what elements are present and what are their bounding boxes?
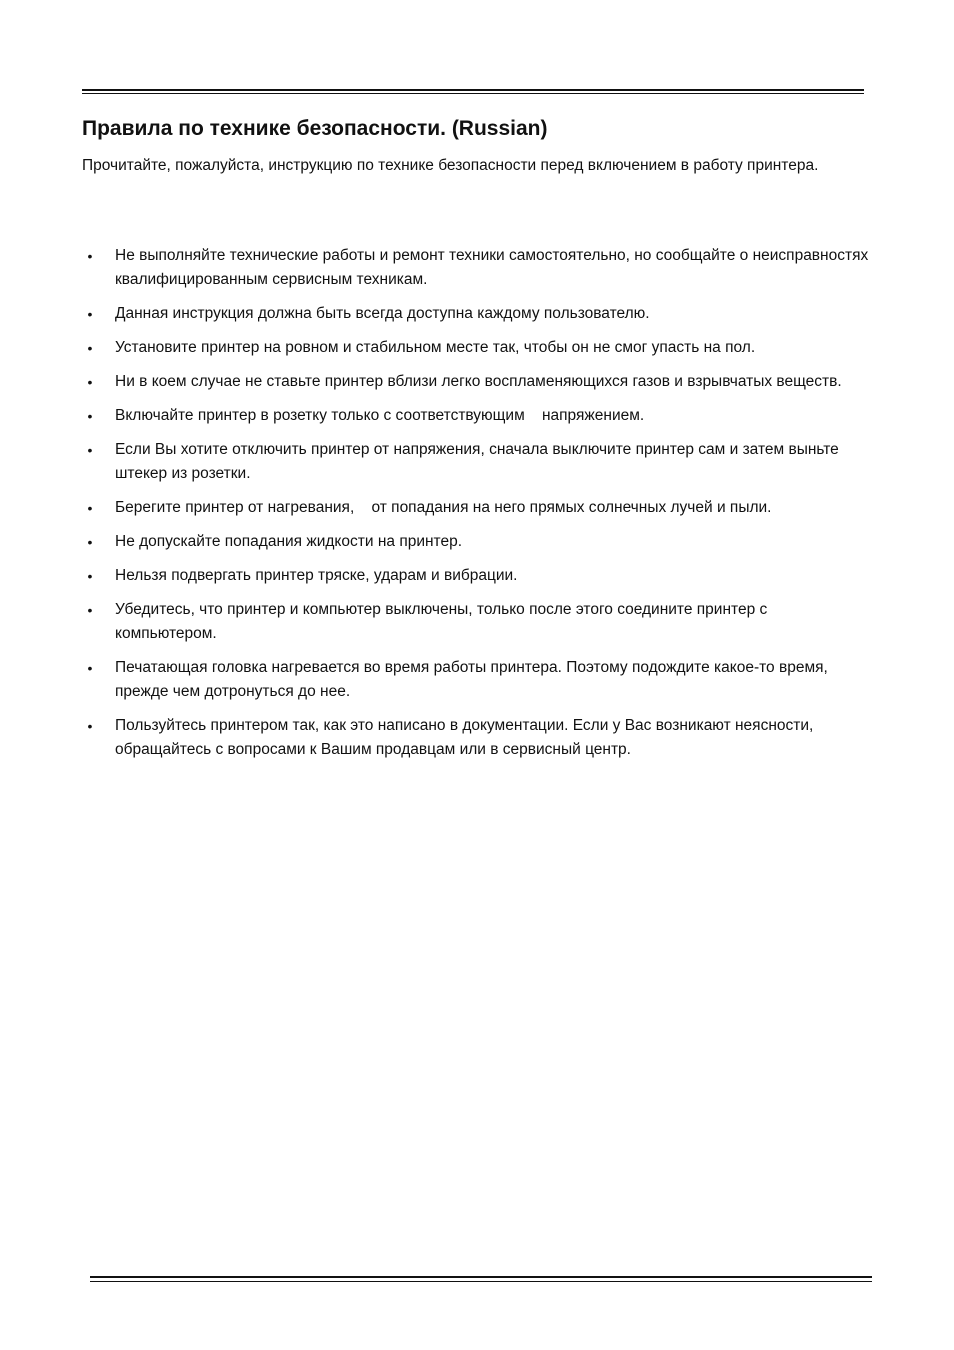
- bullet-icon: •: [87, 340, 93, 356]
- bullet-icon: •: [87, 568, 93, 584]
- bullet-icon: •: [87, 442, 93, 458]
- list-item-text: Не выполняйте технические работы и ремонт техники самостоятельно, но сообщайте о неисправностях квалифицированным сервисным техникам.: [115, 247, 869, 288]
- list-item-text: Ни в коем случае не ставьте принтер вблизи легко воспламеняющихся газов и взрывчатых веществ.: [115, 373, 842, 390]
- list-item: [82, 302, 872, 326]
- intro-paragraph: Прочитайте, пожалуйста, инструкцию по технике безопасности перед включением в работу принтера.: [82, 157, 819, 174]
- page-title: Правила по технике безопасности. (Russian): [82, 117, 548, 140]
- list-item-text: Пользуйтесь принтером так, как это написано в документации. Если у Вас возникают неясности, обращайтесь с вопросами к Вашим продавцам или в сервисный центр.: [115, 717, 814, 758]
- bullet-icon: •: [87, 374, 93, 390]
- list-item: [82, 438, 872, 486]
- bullet-icon: •: [87, 306, 93, 322]
- bullet-icon: •: [87, 660, 93, 676]
- list-item-text: Данная инструкция должна быть всегда доступна каждому пользователю.: [115, 305, 650, 322]
- list-item: [82, 404, 872, 428]
- safety-rules-list: [82, 244, 872, 772]
- list-item-text: Нельзя подвергать принтер тряске, ударам и вибрации.: [115, 567, 518, 584]
- list-item: [82, 598, 872, 646]
- list-item: [82, 564, 872, 588]
- list-item: [82, 244, 872, 292]
- list-item: [82, 370, 872, 394]
- header-rule-bottom: [82, 93, 864, 94]
- bullet-icon: •: [87, 534, 93, 550]
- bullet-icon: •: [87, 248, 93, 264]
- list-item-text: Берегите принтер от нагревания, от попадания на него прямых солнечных лучей и пыли.: [115, 499, 772, 516]
- list-item: [82, 714, 872, 762]
- bullet-icon: •: [87, 500, 93, 516]
- list-item-text: Убедитесь, что принтер и компьютер выключены, только после этого соедините принтер с компьютером.: [115, 601, 768, 642]
- header-rule-top: [82, 89, 864, 91]
- footer-rule-bottom: [90, 1281, 872, 1282]
- list-item-text: Не допускайте попадания жидкости на принтер.: [115, 533, 463, 550]
- list-item: [82, 336, 872, 360]
- list-item-text: Печатающая головка нагревается во время работы принтера. Поэтому подождите какое-то время, прежде чем дотронуться до нее.: [115, 659, 828, 700]
- list-item-text: Установите принтер на ровном и стабильном месте так, чтобы он не смог упасть на пол.: [115, 339, 756, 356]
- bullet-icon: •: [87, 602, 93, 618]
- list-item: [82, 530, 872, 554]
- footer-rule-top: [90, 1276, 872, 1278]
- list-item-text: Если Вы хотите отключить принтер от напряжения, сначала выключите принтер сам и затем выньте штекер из розетки.: [115, 441, 839, 482]
- list-item-text: Включайте принтер в розетку только с соответствующим напряжением.: [115, 407, 645, 424]
- list-item: [82, 496, 872, 520]
- list-item: [82, 656, 872, 704]
- bullet-icon: •: [87, 408, 93, 424]
- bullet-icon: •: [87, 718, 93, 734]
